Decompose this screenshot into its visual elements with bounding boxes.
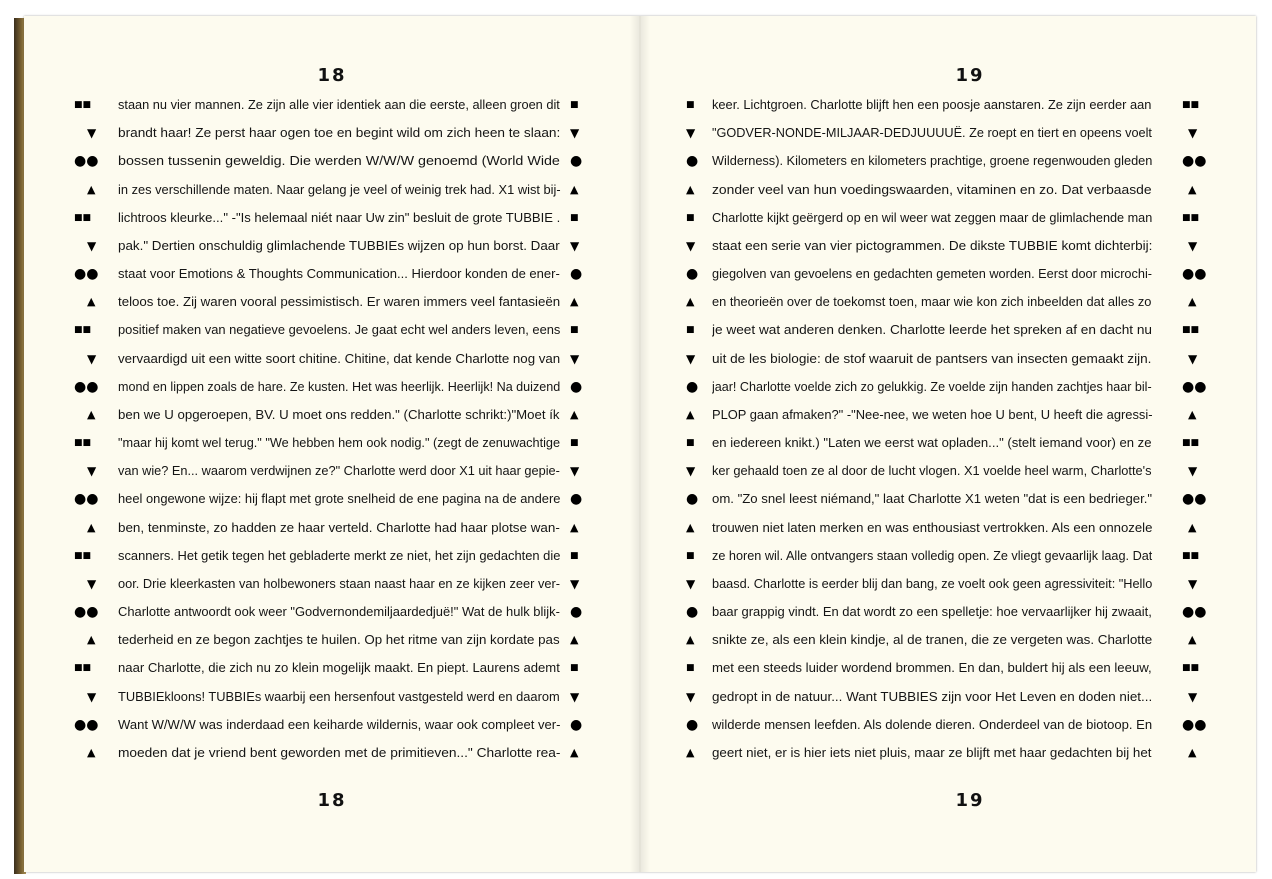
square-marker-icon: ■■ — [1182, 100, 1200, 110]
text-line — [24, 627, 640, 653]
line-text: staat voor Emotions & Thoughts Communication... Hierdoor konden de ener- — [118, 266, 560, 282]
square-marker-icon: ■■ — [1182, 663, 1200, 674]
triangle-down-marker-icon: ▼ — [686, 126, 696, 141]
text-line — [24, 486, 640, 512]
text-line — [640, 177, 1256, 203]
text-line — [640, 289, 1256, 315]
square-marker-icon: ■■ — [74, 550, 92, 561]
text-line — [24, 684, 640, 710]
text-line — [24, 712, 640, 738]
line-text: ben we U opgeroepen, BV. U moet ons redden." (Charlotte schrikt:)"Moet ík — [118, 406, 560, 422]
text-line — [24, 599, 640, 625]
square-marker-icon: ■ — [686, 663, 695, 674]
triangle-up-marker-icon: ▲ — [686, 182, 695, 196]
triangle-down-marker-icon: ▼ — [1188, 126, 1198, 141]
dot-marker-icon: ●● — [74, 378, 99, 395]
text-line — [24, 543, 640, 569]
line-text: ker gehaald toen ze al door de lucht vlogen. X1 voelde heel warm, Charlotte's — [712, 463, 1152, 479]
dot-marker-icon: ● — [686, 153, 699, 170]
square-marker-icon: ■ — [686, 325, 695, 336]
triangle-down-marker-icon: ▼ — [686, 576, 696, 591]
text-line — [24, 120, 640, 146]
square-marker-icon: ■ — [570, 663, 579, 674]
dot-marker-icon: ● — [570, 266, 583, 283]
triangle-down-marker-icon: ▼ — [570, 351, 580, 366]
line-text: TUBBIEkloons! TUBBIEs waarbij een hersenfout vastgesteld werd en daarom — [118, 688, 560, 704]
text-line — [24, 177, 640, 203]
page-number-top: 19 — [955, 65, 985, 86]
text-line — [24, 205, 640, 231]
page-number-bottom: 19 — [955, 790, 985, 811]
line-text: ze horen wil. Alle ontvangers staan volledig open. Ze vliegt gevaarlijk laag. Dat — [712, 547, 1153, 563]
triangle-down-marker-icon: ▼ — [87, 351, 97, 366]
line-text: vervaardigd uit een witte soort chitine. Chitine, dat kende Charlotte nog van — [118, 350, 561, 366]
square-marker-icon: ■■ — [1182, 212, 1200, 223]
line-text: ben, tenminste, zo hadden ze haar verteld. Charlotte had haar plotse wan- — [118, 519, 560, 535]
triangle-down-marker-icon: ▼ — [1188, 689, 1198, 704]
line-text: tederheid en ze begon zachtjes te huilen. Op het ritme van zijn kordate pas — [118, 632, 560, 648]
line-text: keer. Lichtgroen. Charlotte blijft hen een poosje aanstaren. Ze zijn eerder aan — [712, 97, 1152, 112]
text-line — [24, 148, 640, 174]
triangle-down-marker-icon: ▼ — [686, 238, 696, 253]
text-line — [24, 346, 640, 372]
triangle-down-marker-icon: ▼ — [570, 464, 580, 479]
dot-marker-icon: ● — [570, 153, 583, 170]
dot-marker-icon: ● — [570, 378, 583, 395]
triangle-down-marker-icon: ▼ — [570, 689, 580, 704]
text-line — [24, 233, 640, 259]
line-text: brandt haar! Ze perst haar ogen toe en begint wild om zich heen te slaan: — [118, 125, 561, 141]
text-line — [640, 233, 1256, 259]
line-text: oor. Drie kleerkasten van holbewoners staan naast haar en ze kijken zeer ver- — [118, 575, 561, 591]
text-line — [640, 430, 1256, 456]
text-line — [640, 317, 1256, 343]
right-page — [640, 16, 1256, 872]
dot-marker-icon: ●● — [74, 716, 99, 733]
line-text: snikte ze, als een klein kindje, al de tranen, die ze vergeten was. Charlotte — [712, 632, 1153, 648]
text-line — [640, 346, 1256, 372]
triangle-up-marker-icon: ▲ — [570, 520, 579, 534]
triangle-down-marker-icon: ▼ — [87, 464, 97, 479]
square-marker-icon: ■■ — [74, 100, 92, 110]
triangle-up-marker-icon: ▲ — [686, 295, 695, 309]
line-text: pak." Dertien onschuldig glimlachende TUBBIEs wijzen op hun borst. Daar — [118, 237, 560, 253]
triangle-up-marker-icon: ▲ — [686, 633, 695, 647]
triangle-up-marker-icon: ▲ — [570, 745, 579, 759]
text-line — [640, 515, 1256, 541]
square-marker-icon: ■ — [686, 100, 695, 110]
triangle-up-marker-icon: ▲ — [570, 407, 579, 421]
line-text: zonder veel van hun voedingswaarden, vitaminen en zo. Dat verbaasde — [712, 181, 1152, 197]
line-text: je weet wat anderen denken. Charlotte leerde het spreken af en dacht nu — [712, 322, 1153, 338]
line-text: om. "Zo snel leest niémand," laat Charlotte X1 weten "dat is een bedrieger." — [712, 491, 1153, 507]
line-text: uit de les biologie: de stof waaruit de pantsers van insecten gemaakt zijn. — [712, 350, 1152, 366]
text-line — [640, 120, 1256, 146]
line-text: bossen tussenin geweldig. Die werden W/W/W genoemd (World Wide — [118, 153, 560, 169]
triangle-up-marker-icon: ▲ — [1188, 520, 1197, 534]
line-text: "GODVER-NONDE-MILJAAR-DEDJUUUUË. Ze roept en tiert en opeens voelt — [712, 125, 1152, 141]
dot-marker-icon: ● — [686, 378, 699, 395]
page-number-bottom: 18 — [317, 790, 347, 811]
dot-marker-icon: ●● — [1182, 604, 1207, 621]
triangle-down-marker-icon: ▼ — [87, 576, 97, 591]
line-text: "maar hij komt wel terug." "We hebben hem ook nodig." (zegt de zenuwachtige — [118, 435, 561, 451]
square-marker-icon: ■ — [686, 438, 695, 449]
line-text: trouwen niet laten merken en was enthousiast vertrokken. Als een onnozele — [712, 519, 1153, 535]
text-line — [640, 571, 1256, 597]
line-text: staat een serie van vier pictogrammen. De dikste TUBBIE komt dichterbij: — [712, 237, 1153, 253]
triangle-up-marker-icon: ▲ — [87, 520, 96, 534]
dot-marker-icon: ● — [686, 604, 699, 621]
text-line — [640, 92, 1256, 118]
line-text: wilderde mensen leefden. Als dolende dieren. Onderdeel van de biotoop. En — [712, 716, 1153, 732]
dot-marker-icon: ●● — [1182, 491, 1207, 508]
dot-marker-icon: ● — [686, 491, 699, 508]
text-line — [640, 684, 1256, 710]
triangle-up-marker-icon: ▲ — [1188, 407, 1197, 421]
dot-marker-icon: ● — [570, 604, 583, 621]
line-text: teloos toe. Zij waren vooral pessimistisch. Er waren immers veel fantasieën — [118, 294, 561, 310]
line-text: lichtroos kleurke..." -"Is helemaal niét naar Uw zin" besluit de grote TUBBIE . — [118, 209, 561, 225]
text-line — [640, 402, 1256, 428]
triangle-up-marker-icon: ▲ — [1188, 633, 1197, 647]
line-text: baasd. Charlotte is eerder blij dan bang, ze voelt ook geen agressiviteit: "Hello — [712, 575, 1153, 591]
line-text: Wilderness). Kilometers en kilometers prachtige, groene regenwouden gleden — [712, 153, 1153, 169]
line-text: Want W/W/W was inderdaad een keiharde wildernis, waar ook compleet ver- — [118, 716, 561, 732]
line-text: baar grappig vindt. En dat wordt zo een spelletje: hoe vervaarlijker hij zwaait, — [712, 604, 1152, 620]
triangle-up-marker-icon: ▲ — [686, 407, 695, 421]
text-line — [640, 205, 1256, 231]
text-line — [640, 486, 1256, 512]
dot-marker-icon: ●● — [1182, 378, 1207, 395]
line-text: in zes verschillende maten. Naar gelang je veel of weinig trek had. X1 wist bij- — [118, 181, 561, 197]
square-marker-icon: ■■ — [74, 438, 92, 449]
square-marker-icon: ■ — [686, 550, 695, 561]
dot-marker-icon: ●● — [1182, 716, 1207, 733]
text-line — [640, 543, 1256, 569]
text-line — [640, 374, 1256, 400]
text-line — [24, 571, 640, 597]
line-text: Charlotte antwoordt ook weer "Godvernondemiljaardedjuë!" Wat de hulk blijk- — [118, 604, 560, 620]
line-text: PLOP gaan afmaken?" -"Nee-nee, we weten hoe U bent, U heeft die agressi- — [712, 406, 1153, 422]
open-book — [24, 16, 1256, 872]
triangle-up-marker-icon: ▲ — [87, 295, 96, 309]
dot-marker-icon: ●● — [74, 491, 99, 508]
triangle-down-marker-icon: ▼ — [570, 126, 580, 141]
square-marker-icon: ■ — [570, 212, 579, 223]
triangle-down-marker-icon: ▼ — [87, 238, 97, 253]
dot-marker-icon: ●● — [1182, 266, 1207, 283]
triangle-up-marker-icon: ▲ — [686, 520, 695, 534]
square-marker-icon: ■ — [570, 100, 579, 110]
square-marker-icon: ■■ — [74, 212, 92, 223]
text-line — [640, 740, 1256, 766]
text-line — [24, 261, 640, 287]
line-text: heel ongewone wijze: hij flapt met grote snelheid de ene pagina na de andere — [118, 491, 561, 507]
text-line — [640, 627, 1256, 653]
text-line — [640, 458, 1256, 484]
text-line — [640, 655, 1256, 681]
text-line — [640, 599, 1256, 625]
triangle-up-marker-icon: ▲ — [1188, 182, 1197, 196]
line-text: scanners. Het getik tegen het gebladerte merkt ze niet, het zijn gedachten die — [118, 547, 561, 563]
triangle-up-marker-icon: ▲ — [570, 295, 579, 309]
square-marker-icon: ■■ — [74, 325, 92, 336]
triangle-down-marker-icon: ▼ — [1188, 576, 1198, 591]
dot-marker-icon: ● — [686, 716, 699, 733]
triangle-down-marker-icon: ▼ — [87, 689, 97, 704]
line-text: en theorieën over de toekomst toen, maar wie kon zich inbeelden dat alles zo — [712, 294, 1152, 310]
triangle-up-marker-icon: ▲ — [87, 407, 96, 421]
text-line — [24, 655, 640, 681]
line-text: moeden dat je vriend bent geworden met de primitieven..." Charlotte rea- — [118, 744, 561, 760]
triangle-down-marker-icon: ▼ — [686, 464, 696, 479]
text-line — [640, 712, 1256, 738]
line-text: van wie? En... waarom verdwijnen ze?" Charlotte werd door X1 uit haar gepie- — [118, 463, 560, 479]
square-marker-icon: ■ — [570, 438, 579, 449]
square-marker-icon: ■ — [686, 212, 695, 223]
book-gutter — [630, 16, 650, 872]
triangle-down-marker-icon: ▼ — [1188, 238, 1198, 253]
square-marker-icon: ■■ — [1182, 438, 1200, 449]
text-line — [24, 402, 640, 428]
dot-marker-icon: ● — [686, 266, 699, 283]
line-text: jaar! Charlotte voelde zich zo gelukkig. Ze voelde zijn handen zachtjes haar bil- — [712, 378, 1152, 394]
triangle-down-marker-icon: ▼ — [686, 689, 696, 704]
triangle-down-marker-icon: ▼ — [686, 351, 696, 366]
text-line — [24, 430, 640, 456]
line-text: positief maken van negatieve gevoelens. Je gaat echt wel anders leven, eens — [118, 322, 561, 338]
dot-marker-icon: ● — [570, 491, 583, 508]
text-line — [24, 92, 640, 118]
line-text: giegolven van gevoelens en gedachten gemeten worden. Eerst door microchi- — [712, 266, 1153, 282]
dot-marker-icon: ● — [570, 716, 583, 733]
page-number-top: 18 — [317, 65, 347, 86]
square-marker-icon: ■ — [570, 325, 579, 336]
dot-marker-icon: ●● — [74, 604, 99, 621]
triangle-up-marker-icon: ▲ — [570, 633, 579, 647]
line-text: Charlotte kijkt geërgerd op en wil weer wat zeggen maar de glimlachende man — [712, 209, 1153, 225]
triangle-up-marker-icon: ▲ — [87, 182, 96, 196]
dot-marker-icon: ●● — [1182, 153, 1207, 170]
triangle-down-marker-icon: ▼ — [1188, 351, 1198, 366]
text-line — [24, 740, 640, 766]
triangle-up-marker-icon: ▲ — [87, 633, 96, 647]
triangle-up-marker-icon: ▲ — [570, 182, 579, 196]
triangle-up-marker-icon: ▲ — [87, 745, 96, 759]
line-text: geert niet, er is hier iets niet pluis, maar ze blijft met haar gedachten bij het — [712, 744, 1152, 760]
line-text: met een steeds luider wordend brommen. En dan, buldert hij als een leeuw, — [712, 660, 1152, 676]
line-text: naar Charlotte, die zich nu zo klein mogelijk maakt. En piept. Laurens ademt — [118, 660, 560, 676]
triangle-up-marker-icon: ▲ — [1188, 745, 1197, 759]
line-text: en iedereen knikt.) "Laten we eerst wat opladen..." (stelt iemand voor) en ze — [712, 435, 1152, 451]
left-page — [24, 16, 640, 872]
text-line — [24, 458, 640, 484]
triangle-down-marker-icon: ▼ — [87, 126, 97, 141]
text-line — [24, 374, 640, 400]
triangle-up-marker-icon: ▲ — [686, 745, 695, 759]
square-marker-icon: ■■ — [1182, 325, 1200, 336]
text-line — [640, 148, 1256, 174]
square-marker-icon: ■■ — [1182, 550, 1200, 561]
text-line — [24, 317, 640, 343]
line-text: gedropt in de natuur... Want TUBBIES zijn voor Het Leven en doden niet... — [712, 688, 1153, 704]
triangle-up-marker-icon: ▲ — [1188, 295, 1197, 309]
square-marker-icon: ■ — [570, 550, 579, 561]
square-marker-icon: ■■ — [74, 663, 92, 674]
triangle-down-marker-icon: ▼ — [570, 576, 580, 591]
triangle-down-marker-icon: ▼ — [1188, 464, 1198, 479]
dot-marker-icon: ●● — [74, 153, 99, 170]
dot-marker-icon: ●● — [74, 266, 99, 283]
line-text: staan nu vier mannen. Ze zijn alle vier identiek aan die eerste, alleen groen dit — [118, 97, 560, 112]
text-line — [24, 515, 640, 541]
text-line — [24, 289, 640, 315]
text-line — [640, 261, 1256, 287]
line-text: mond en lippen zoals de hare. Ze kusten. Het was heerlijk. Heerlijk! Na duizend — [118, 378, 561, 394]
triangle-down-marker-icon: ▼ — [570, 238, 580, 253]
